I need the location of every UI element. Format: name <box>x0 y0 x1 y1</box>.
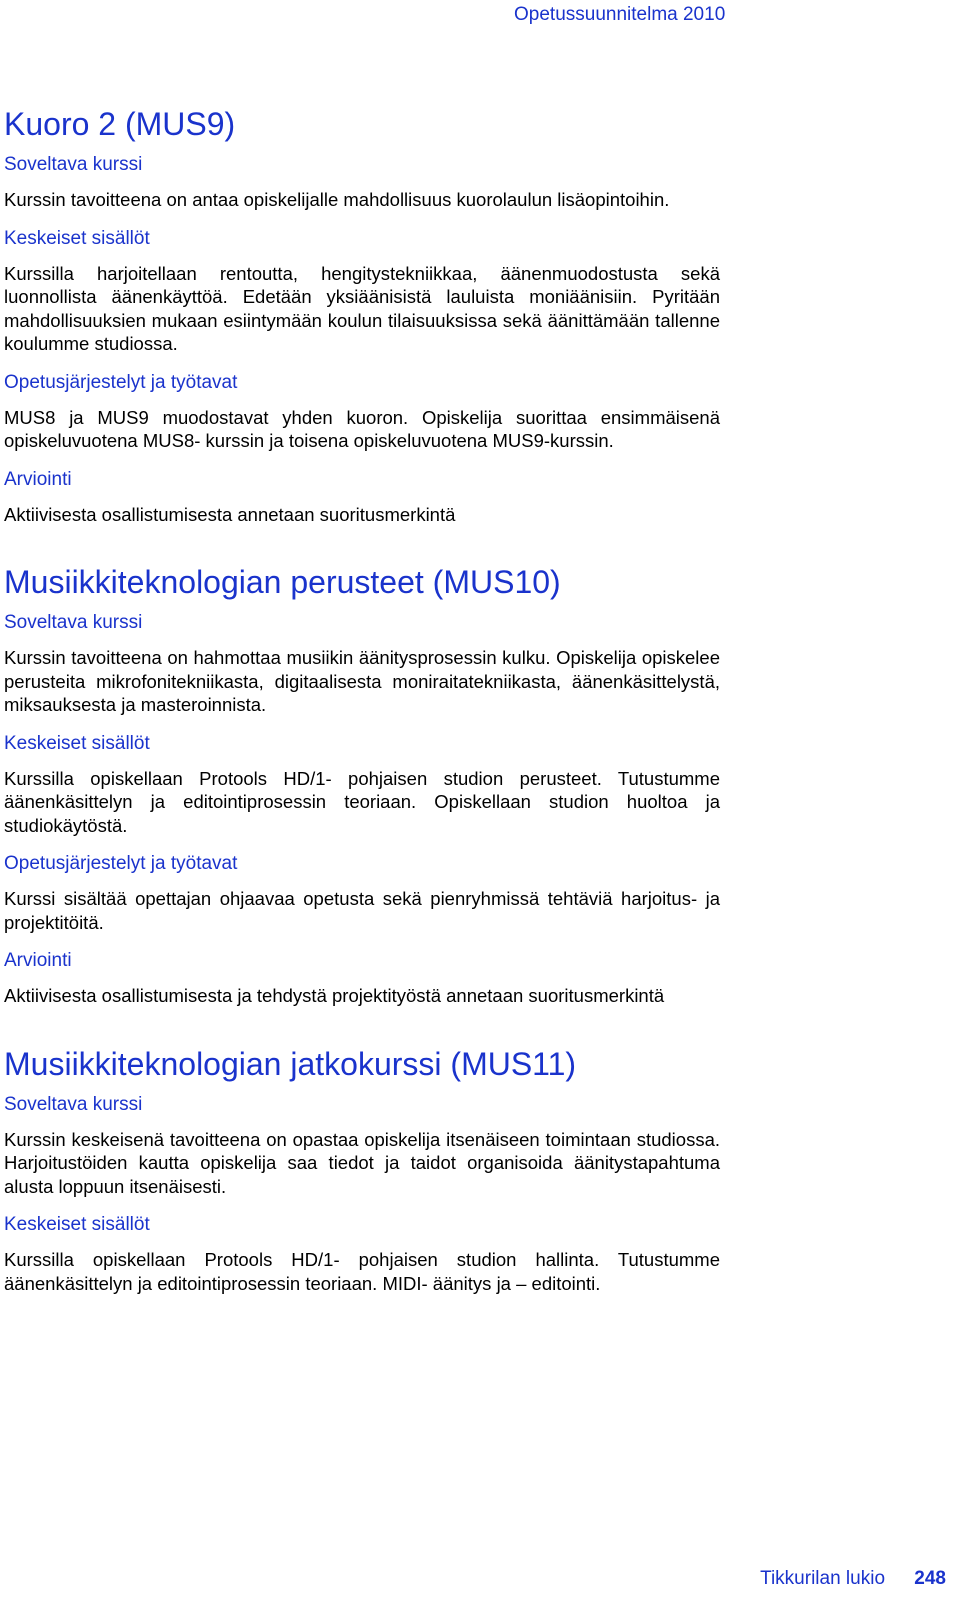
course-mus9 <box>4 104 720 526</box>
course-type: Soveltava kurssi <box>4 1093 143 1115</box>
page-content <box>4 104 720 1331</box>
section-text: MUS8 ja MUS9 muodostavat yhden kuoron. Opiskelija suorittaa ensimmäisenä opiskeluvuotena MUS8- kurssin ja toisena opiskeluvuotena MUS9-kurssin. <box>4 406 720 451</box>
page-footer <box>760 1568 946 1590</box>
section-heading: Keskeiset sisällöt <box>4 732 150 754</box>
section-heading: Arviointi <box>4 468 72 490</box>
course-title: Musiikkiteknologian perusteet (MUS10) <box>4 564 561 600</box>
section-text: Kurssi sisältää opettajan ohjaavaa opetusta sekä pienryhmissä tehtäviä harjoitus- ja projektitöitä. <box>4 888 720 933</box>
section-text: Aktiivisesta osallistumisesta ja tehdystä projektityöstä annetaan suoritusmerkintä <box>4 985 665 1006</box>
page-number: 248 <box>914 1568 946 1589</box>
section-heading: Keskeiset sisällöt <box>4 1214 150 1235</box>
course-mus11 <box>4 1044 720 1296</box>
footer-school-name: Tikkurilan lukio <box>760 1568 886 1589</box>
course-title: Musiikkiteknologian jatkokurssi (MUS11) <box>4 1045 577 1082</box>
section-text: Kurssilla harjoitellaan rentoutta, hengitystekniikkaa, äänenmuodostusta sekä luonnollista äänenkäyttöä. Edetään yksiäänisistä lauluista moniäänisiin. Pyritään mahdollisuuksien mukaan esiintymään koulun tilaisuuksissa sekä äänittämään tallenne koulumme studiossa. <box>4 262 720 354</box>
section-text: Kurssilla opiskellaan Protools HD/1- pohjaisen studion perusteet. Tutustumme äänenkäsittelyn ja editointiprosessin teoriaan. Opiskellaan studion huoltoa ja studiokäytöstä. <box>4 767 720 836</box>
section-heading: Opetusjärjestelyt ja työtavat <box>4 853 238 874</box>
section-heading: Keskeiset sisällöt <box>4 227 150 249</box>
course-mus10 <box>4 562 720 1008</box>
course-title: Kuoro 2 (MUS9) <box>4 106 236 142</box>
section-heading: Arviointi <box>4 950 72 971</box>
document-header-title: Opetussuunnitelma 2010 <box>514 4 726 25</box>
section-text: Kurssilla opiskellaan Protools HD/1- pohjaisen studion hallinta. Tutustumme äänenkäsittelyn ja editointiprosessin teoriaan. MIDI- äänitys ja – editointi. <box>4 1249 720 1294</box>
section-heading: Opetusjärjestelyt ja työtavat <box>4 371 238 393</box>
course-intro: Kurssin tavoitteena on hahmottaa musiikin äänitysprosessin kulku. Opiskelija opiskelee perusteita mikrofonitekniikasta, digitaalisesta moniraitatekniikasta, äänenkäsittelystä, miksauksesta ja masteroinnista. <box>4 647 720 715</box>
course-intro: Kurssin keskeisenä tavoitteena on opastaa opiskelija itsenäiseen toimintaan studiossa. Harjoitustöiden kautta opiskelija saa tiedot ja taidot organisoida äänitystapahtuma alusta loppuun itsenäisesti. <box>4 1128 720 1197</box>
course-type: Soveltava kurssi <box>4 612 143 633</box>
course-type: Soveltava kurssi <box>4 154 143 175</box>
section-text: Aktiivisesta osallistumisesta annetaan suoritusmerkintä <box>4 503 456 525</box>
course-intro: Kurssin tavoitteena on antaa opiskelijalle mahdollisuus kuorolaulun lisäopintoihin. <box>4 189 670 210</box>
